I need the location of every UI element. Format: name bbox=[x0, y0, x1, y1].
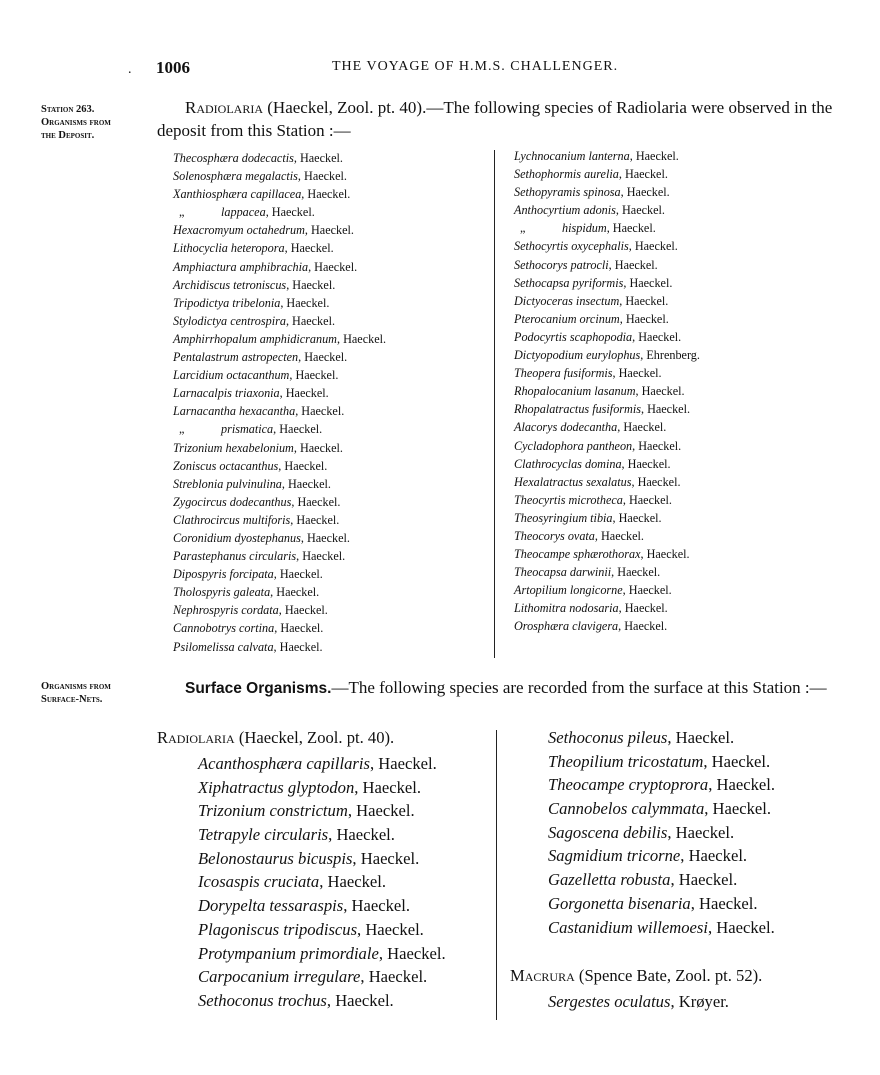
species-name: Hexalatractus sexalatus bbox=[514, 474, 632, 489]
species-entry bbox=[173, 420, 386, 438]
species-name: Theosyringium tibia bbox=[514, 510, 613, 525]
species-name: Rhopalatractus fusiformis bbox=[514, 402, 641, 417]
species-author: , Haeckel. bbox=[378, 943, 446, 963]
species-name: Sethocorys patrocli bbox=[514, 257, 609, 272]
species-author: , Haeckel. bbox=[618, 167, 668, 182]
species-entry bbox=[198, 823, 446, 847]
species-entry bbox=[198, 918, 446, 942]
species-entry bbox=[173, 258, 386, 276]
species-name: Sethophormis aurelia bbox=[514, 167, 619, 182]
surface-species-list-left bbox=[198, 752, 446, 1013]
macrura-species bbox=[548, 990, 729, 1014]
species-author: , Haeckel. bbox=[690, 893, 758, 913]
deposit-intro bbox=[157, 96, 847, 142]
species-name: Carpocanium irregulare bbox=[198, 967, 361, 987]
species-entry bbox=[173, 149, 386, 167]
species-author: , Haeckel. bbox=[623, 275, 673, 290]
species-name: Trizonium hexabelonium bbox=[173, 440, 294, 455]
species-entry bbox=[514, 509, 700, 527]
species-author: , Haeckel. bbox=[293, 151, 343, 165]
species-author: , Haeckel. bbox=[270, 585, 320, 600]
species-entry bbox=[514, 545, 700, 563]
species-author: , Haeckel. bbox=[635, 384, 685, 399]
species-entry bbox=[514, 183, 700, 201]
species-name: hispidum bbox=[562, 221, 607, 236]
species-name: Alacorys dodecantha bbox=[514, 420, 618, 435]
species-author: , Haeckel. bbox=[304, 223, 354, 238]
species-author: , Haeckel. bbox=[670, 870, 738, 890]
species-name: prismatica bbox=[221, 422, 274, 437]
species-entry bbox=[173, 167, 386, 185]
species-name: Tetrapyle circularis bbox=[198, 825, 329, 845]
species-author: , Haeckel. bbox=[622, 492, 672, 507]
group-name: Radiolaria bbox=[157, 728, 235, 747]
species-name: Icosaspis cruciata bbox=[198, 872, 320, 892]
species-entry bbox=[514, 437, 700, 455]
margin-note-line: Station 263. bbox=[41, 104, 95, 115]
species-name: Gorgonetta bisenaria bbox=[548, 893, 691, 913]
species-author: , Haeckel. bbox=[326, 990, 394, 1010]
species-entry bbox=[514, 147, 700, 165]
species-author: , Haeckel. bbox=[618, 619, 668, 634]
species-name: Gazelletta robusta bbox=[548, 870, 671, 890]
species-author: , Haeckel. bbox=[265, 205, 315, 220]
species-entry bbox=[173, 475, 386, 493]
species-author: , Ehrenberg. bbox=[640, 348, 700, 363]
species-name: Dictyoceras insectum bbox=[514, 293, 620, 308]
species-name: Theopera fusiformis bbox=[514, 366, 613, 381]
species-name: Amphirrhopalum amphidicranum bbox=[173, 331, 337, 346]
species-entry bbox=[548, 916, 775, 940]
species-author: , Haeckel. bbox=[617, 420, 667, 435]
species-name: lappacea bbox=[221, 205, 266, 220]
margin-note-line: Surface-Nets. bbox=[41, 694, 103, 705]
ditto-mark: „ bbox=[520, 221, 526, 236]
species-entry bbox=[198, 847, 446, 871]
species-author: , Haeckel. bbox=[360, 967, 428, 987]
species-entry bbox=[173, 366, 386, 384]
species-name: Podocyrtis scaphopodia bbox=[514, 329, 633, 344]
species-entry bbox=[173, 276, 386, 294]
species-entry bbox=[173, 493, 386, 511]
species-name: Theocampe sphærothorax bbox=[514, 547, 641, 562]
species-name: Sethoconus trochus bbox=[198, 990, 327, 1010]
column-divider bbox=[496, 730, 497, 1020]
species-entry bbox=[548, 868, 775, 892]
species-name: Lychnocanium lanterna bbox=[514, 149, 630, 163]
species-name: Pterocanium orcinum bbox=[514, 311, 620, 326]
species-author: , Haeckel. bbox=[279, 386, 329, 401]
species-author: , Haeckel. bbox=[301, 187, 351, 202]
species-name: Larnacantha hexacantha bbox=[173, 404, 296, 419]
species-name: Sethoconus pileus bbox=[548, 728, 668, 747]
species-entry bbox=[198, 870, 446, 894]
species-entry bbox=[514, 418, 700, 436]
surface-intro-title: Surface Organisms. bbox=[185, 680, 332, 697]
species-entry bbox=[173, 601, 386, 619]
species-entry bbox=[173, 312, 386, 330]
species-author: , Haeckel. bbox=[632, 438, 682, 453]
species-name: Cannobotrys cortina bbox=[173, 621, 275, 636]
species-name: Anthocyrtium adonis bbox=[514, 203, 616, 218]
species-entry bbox=[173, 348, 386, 366]
species-author: , Haeckel. bbox=[667, 728, 735, 747]
species-entry bbox=[514, 201, 700, 219]
species-entry bbox=[514, 237, 700, 255]
species-author: , Haeckel. bbox=[295, 404, 345, 419]
species-entry bbox=[198, 752, 446, 776]
species-author: , Haeckel. bbox=[619, 311, 669, 326]
species-author: , Haeckel. bbox=[286, 277, 336, 292]
species-entry bbox=[548, 750, 775, 774]
species-name: Zygocircus dodecanthus bbox=[173, 494, 292, 509]
margin-note-station bbox=[41, 103, 111, 142]
species-entry bbox=[548, 821, 775, 845]
species-author: , Krøyer. bbox=[670, 992, 729, 1011]
species-name: Rhopalocanium lasanum bbox=[514, 384, 636, 399]
species-entry bbox=[548, 892, 775, 916]
species-author: , Haeckel. bbox=[278, 603, 328, 618]
species-name: Belonostaurus bicuspis bbox=[198, 848, 353, 868]
species-entry bbox=[173, 294, 386, 312]
species-author: , Haeckel. bbox=[704, 799, 772, 819]
species-author: , Haeckel. bbox=[328, 825, 395, 845]
column-divider bbox=[494, 150, 495, 658]
species-entry bbox=[198, 965, 446, 989]
species-name: Parastephanus circularis bbox=[173, 549, 297, 564]
species-name: Sethocyrtis oxycephalis bbox=[514, 239, 629, 254]
species-entry bbox=[548, 797, 775, 821]
species-name: Theocapsa darwinii bbox=[514, 565, 612, 580]
species-entry bbox=[173, 638, 386, 656]
species-name: Dictyopodium eurylophus bbox=[514, 348, 641, 363]
species-name: Streblonia pulvinulina bbox=[173, 476, 282, 491]
species-name: Larcidium octacanthum bbox=[173, 368, 290, 383]
species-name: Xanthiosphæra capillacea bbox=[173, 187, 302, 202]
species-name: Pentalastrum astropecten bbox=[173, 350, 299, 365]
species-entry bbox=[514, 455, 700, 473]
species-author: , Haeckel. bbox=[352, 848, 420, 868]
species-entry bbox=[173, 565, 386, 583]
page-number: 1006 bbox=[156, 58, 190, 77]
species-entry bbox=[514, 473, 700, 491]
species-author: , Haeckel. bbox=[273, 567, 323, 582]
running-head: THE VOYAGE OF H.M.S. CHALLENGER. bbox=[332, 59, 619, 74]
species-entry bbox=[514, 617, 700, 635]
species-author: , Haeckel. bbox=[273, 639, 323, 654]
species-name: Acanthosphæra capillaris bbox=[198, 754, 370, 773]
species-author: , Haeckel. bbox=[293, 440, 343, 455]
species-author: , Haeckel. bbox=[284, 241, 334, 256]
species-entry bbox=[173, 221, 386, 239]
species-name: Sergestes oculatus bbox=[548, 992, 671, 1011]
species-entry bbox=[548, 844, 775, 868]
species-name: Sethocapsa pyriformis bbox=[514, 275, 624, 290]
species-name: Theopilium tricostatum bbox=[548, 751, 704, 771]
species-author: , Haeckel. bbox=[273, 422, 323, 437]
species-name: Artopilium longicorne bbox=[514, 583, 623, 598]
species-entry bbox=[173, 330, 386, 348]
margin-note-line: Organisms from bbox=[41, 117, 111, 128]
species-author: , Haeckel. bbox=[612, 510, 662, 525]
species-author: , Haeckel. bbox=[615, 203, 665, 218]
species-entry bbox=[514, 328, 700, 346]
species-author: , Haeckel. bbox=[680, 846, 748, 866]
species-author: , Haeckel. bbox=[667, 822, 735, 842]
species-author: , Haeckel. bbox=[336, 331, 387, 346]
species-name: Archidiscus tetroniscus bbox=[173, 277, 287, 292]
species-entry bbox=[514, 165, 700, 183]
species-author: , Haeckel. bbox=[629, 149, 679, 163]
species-author: , Haeckel. bbox=[347, 801, 415, 821]
ditto-mark: „ bbox=[179, 205, 185, 220]
species-author: , Haeckel. bbox=[308, 259, 358, 274]
species-entry bbox=[514, 292, 700, 310]
species-name: Dorypelta tessaraspis bbox=[198, 896, 344, 916]
species-entry bbox=[173, 203, 386, 221]
species-author: , Haeckel. bbox=[300, 530, 350, 545]
species-name: Lithomitra nodosaria bbox=[514, 601, 619, 616]
species-entry bbox=[173, 529, 386, 547]
species-name: Lithocyclia heteropora bbox=[173, 241, 285, 256]
species-name: Sagmidium tricorne bbox=[548, 846, 681, 866]
species-author: , Haeckel. bbox=[281, 476, 331, 491]
species-entry bbox=[514, 563, 700, 581]
species-entry bbox=[173, 402, 386, 420]
species-entry bbox=[173, 384, 386, 402]
species-name: Sagoscena debilis bbox=[548, 822, 668, 842]
margin-note-line: Organisms from bbox=[41, 681, 111, 692]
species-entry bbox=[514, 491, 700, 509]
species-author: , Haeckel. bbox=[289, 368, 339, 383]
group-name: Radiolaria bbox=[185, 98, 263, 117]
species-entry bbox=[514, 274, 700, 292]
species-author: , Haeckel. bbox=[291, 494, 341, 509]
species-entry bbox=[173, 583, 386, 601]
species-author: , Haeckel. bbox=[278, 458, 328, 473]
species-name: Coronidium dyostephanus bbox=[173, 530, 301, 545]
species-author: , Haeckel. bbox=[369, 754, 437, 773]
species-entry bbox=[198, 989, 446, 1013]
species-name: Dipospyris forcipata bbox=[173, 567, 274, 582]
group-reference: (Spence Bate, Zool. pt. 52). bbox=[574, 966, 763, 985]
species-author: , Haeckel. bbox=[280, 295, 330, 310]
group-name: Macrura bbox=[510, 966, 575, 985]
species-entry bbox=[173, 185, 386, 203]
species-author: , Haeckel. bbox=[606, 221, 656, 236]
species-name: Amphiactura amphibrachia bbox=[173, 259, 309, 274]
margin-note-line: the Deposit. bbox=[41, 130, 95, 141]
species-entry bbox=[514, 527, 700, 545]
species-name: Tholospyris galeata bbox=[173, 585, 271, 600]
deposit-species-list-left bbox=[173, 149, 386, 656]
species-author: , Haeckel. bbox=[298, 350, 348, 365]
species-entry bbox=[198, 776, 446, 800]
species-name: Psilomelissa calvata bbox=[173, 639, 274, 654]
species-entry bbox=[514, 599, 700, 617]
species-name: Hexacromyum octahedrum bbox=[173, 223, 305, 238]
species-author: , Haeckel. bbox=[611, 565, 661, 580]
species-entry bbox=[514, 382, 700, 400]
species-author: , Haeckel. bbox=[290, 512, 340, 527]
species-author: , Haeckel. bbox=[296, 549, 346, 564]
species-entry bbox=[514, 346, 700, 364]
species-author: , Haeckel. bbox=[632, 329, 682, 344]
species-author: , Haeckel. bbox=[708, 775, 776, 795]
species-author: , Haeckel. bbox=[618, 601, 668, 616]
species-entry bbox=[514, 219, 700, 237]
species-name: Protympanium primordiale bbox=[198, 943, 379, 963]
species-name: Solenosphæra megalactis bbox=[173, 169, 298, 184]
group-reference: (Haeckel, Zool. pt. 40). bbox=[234, 728, 395, 747]
species-author: , Haeckel. bbox=[631, 474, 681, 489]
species-author: , Haeckel. bbox=[354, 777, 422, 797]
species-entry bbox=[548, 726, 775, 750]
species-name: Plagoniscus tripodiscus bbox=[198, 919, 358, 939]
species-name: Clathrocyclas domina bbox=[514, 456, 622, 471]
surface-group-heading bbox=[157, 726, 394, 750]
species-name: Cannobelos calymmata bbox=[548, 799, 705, 819]
species-author: , Haeckel. bbox=[297, 169, 347, 184]
species-entry bbox=[514, 400, 700, 418]
species-name: Theocampe cryptoprora bbox=[548, 775, 709, 795]
species-author: , Haeckel. bbox=[319, 872, 387, 892]
species-name: Zoniscus octacanthus bbox=[173, 458, 279, 473]
species-entry bbox=[548, 773, 775, 797]
margin-note-surface bbox=[41, 680, 111, 706]
species-author: , Haeckel. bbox=[621, 456, 671, 471]
surface-species-list-right bbox=[548, 726, 775, 939]
species-name: Sethopyramis spinosa bbox=[514, 185, 621, 200]
species-name: Theocyrtis microtheca bbox=[514, 492, 623, 507]
species-name: Clathrocircus multiforis bbox=[173, 512, 291, 527]
species-entry bbox=[514, 310, 700, 328]
species-name: Larnacalpis triaxonia bbox=[173, 386, 280, 401]
species-author: , Haeckel. bbox=[622, 583, 672, 598]
species-entry bbox=[514, 581, 700, 599]
species-name: Castanidium willemoesi bbox=[548, 917, 708, 937]
species-entry bbox=[173, 239, 386, 257]
species-author: , Haeckel. bbox=[357, 919, 424, 939]
species-author: , Haeckel. bbox=[594, 528, 644, 543]
species-author: , Haeckel. bbox=[703, 751, 771, 771]
species-name: Theocorys ovata bbox=[514, 528, 595, 543]
species-name: Orosphæra clavigera bbox=[514, 619, 619, 634]
species-name: Cycladophora pantheon bbox=[514, 438, 633, 453]
species-author: , Haeckel. bbox=[619, 293, 669, 308]
species-author: , Haeckel. bbox=[285, 313, 335, 328]
species-entry bbox=[198, 894, 446, 918]
species-entry bbox=[173, 457, 386, 475]
species-entry bbox=[173, 439, 386, 457]
intro-text: —The following species of Radiolaria were observed in the deposit from this Station :— bbox=[157, 98, 833, 140]
deposit-species-list-right bbox=[514, 147, 700, 636]
species-entry bbox=[173, 511, 386, 529]
species-author: , Haeckel. bbox=[640, 547, 690, 562]
species-author: , Haeckel. bbox=[628, 239, 678, 254]
species-author: , Haeckel. bbox=[620, 185, 670, 200]
species-author: , Haeckel. bbox=[608, 257, 658, 272]
species-author: , Haeckel. bbox=[274, 621, 324, 636]
species-name: Trizonium constrictum bbox=[198, 801, 348, 821]
species-name: Thecosphæra dodecactis bbox=[173, 151, 294, 165]
species-name: Tripodictya tribelonia bbox=[173, 295, 281, 310]
surface-intro bbox=[157, 676, 841, 701]
ditto-mark: „ bbox=[179, 422, 185, 437]
macrura-heading bbox=[510, 964, 762, 988]
species-entry bbox=[173, 547, 386, 565]
species-author: , Haeckel. bbox=[707, 917, 775, 937]
species-entry bbox=[514, 364, 700, 382]
species-name: Nephrospyris cordata bbox=[173, 603, 279, 618]
species-entry bbox=[173, 619, 386, 637]
intro-text: —The following species are recorded from the surface at this Station :— bbox=[331, 678, 827, 697]
species-name: Xiphatractus glyptodon bbox=[198, 777, 355, 797]
margin-mark: . bbox=[128, 62, 132, 77]
species-entry bbox=[198, 942, 446, 966]
species-author: , Haeckel. bbox=[640, 402, 691, 417]
species-name: Stylodictya centrospira bbox=[173, 313, 286, 328]
species-entry bbox=[198, 799, 446, 823]
species-entry bbox=[514, 256, 700, 274]
species-author: , Haeckel. bbox=[343, 896, 410, 916]
species-author: , Haeckel. bbox=[612, 366, 662, 381]
group-reference: (Haeckel, Zool. pt. 40). bbox=[263, 98, 427, 117]
